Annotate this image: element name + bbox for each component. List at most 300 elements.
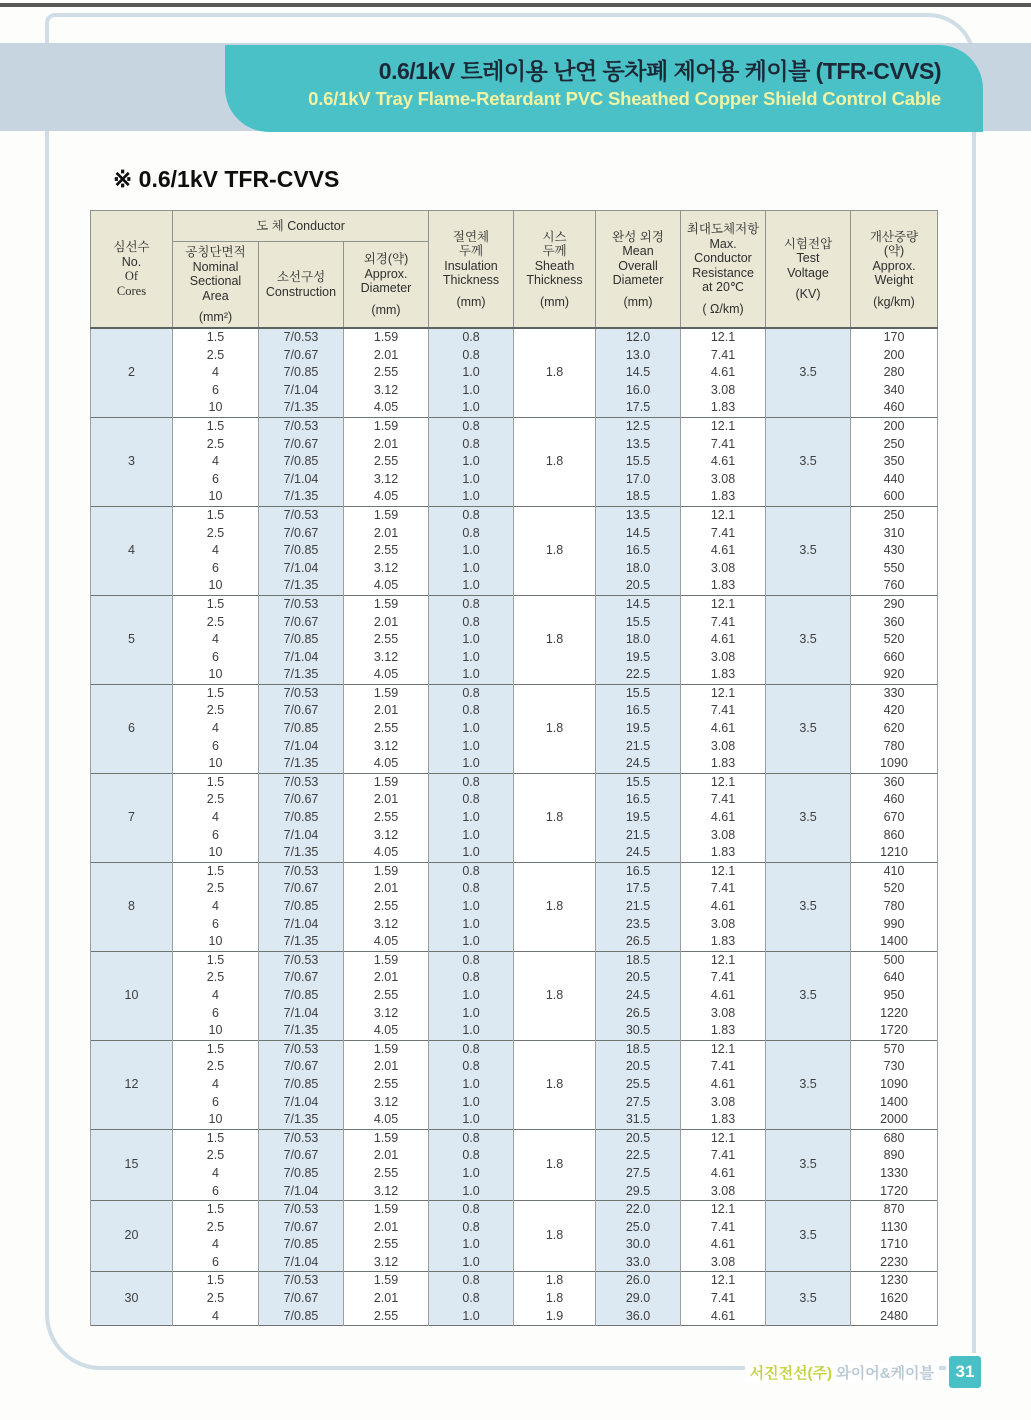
max-resistance-cell: 12.1 bbox=[681, 773, 766, 791]
construction-cell: 7/0.67 bbox=[259, 880, 344, 898]
max-resistance-cell: 4.61 bbox=[681, 364, 766, 382]
construction-cell: 7/0.85 bbox=[259, 1308, 344, 1326]
conductor-diameter-cell: 2.01 bbox=[344, 525, 429, 543]
max-resistance-cell: 12.1 bbox=[681, 862, 766, 880]
conductor-diameter-cell: 1.59 bbox=[344, 595, 429, 613]
conductor-diameter-cell: 4.05 bbox=[344, 933, 429, 951]
construction-cell: 7/0.85 bbox=[259, 364, 344, 382]
insulation-thickness-cell: 0.8 bbox=[429, 702, 514, 720]
insulation-thickness-cell: 1.0 bbox=[429, 987, 514, 1005]
spec-table bbox=[90, 210, 938, 1326]
approx-weight-cell: 360 bbox=[851, 773, 938, 791]
insulation-thickness-cell: 1.0 bbox=[429, 1165, 514, 1183]
construction-cell: 7/0.53 bbox=[259, 1040, 344, 1058]
overall-diameter-cell: 13.5 bbox=[596, 506, 681, 524]
max-resistance-cell: 12.1 bbox=[681, 417, 766, 435]
max-resistance-cell: 7.41 bbox=[681, 1219, 766, 1237]
max-resistance-cell: 3.08 bbox=[681, 1254, 766, 1272]
overall-diameter-cell: 15.5 bbox=[596, 684, 681, 702]
max-resistance-cell: 3.08 bbox=[681, 1005, 766, 1023]
overall-diameter-cell: 23.5 bbox=[596, 916, 681, 934]
construction-cell: 7/1.04 bbox=[259, 649, 344, 667]
sheath-thickness-cell: 1.8 bbox=[514, 328, 596, 417]
header-insulation-thickness: 절연체 두께 Insulation Thickness (mm) bbox=[429, 211, 514, 329]
nominal-area-cell: 6 bbox=[173, 1005, 259, 1023]
nominal-area-cell: 10 bbox=[173, 399, 259, 417]
table-row bbox=[91, 773, 938, 791]
header-conductor-diameter: 외경(약) Approx. Diameter (mm) bbox=[344, 242, 429, 329]
header-overall-diameter: 완성 외경 Mean Overall Diameter (mm) bbox=[596, 211, 681, 329]
page-number-badge: 31 bbox=[946, 1353, 984, 1391]
insulation-thickness-cell: 1.0 bbox=[429, 1022, 514, 1040]
approx-weight-cell: 2480 bbox=[851, 1308, 938, 1326]
insulation-thickness-cell: 0.8 bbox=[429, 1290, 514, 1308]
overall-diameter-cell: 26.5 bbox=[596, 933, 681, 951]
conductor-diameter-cell: 1.59 bbox=[344, 1040, 429, 1058]
conductor-diameter-cell: 4.05 bbox=[344, 1022, 429, 1040]
nominal-area-cell: 4 bbox=[173, 1308, 259, 1326]
max-resistance-cell: 7.41 bbox=[681, 1147, 766, 1165]
insulation-thickness-cell: 1.0 bbox=[429, 720, 514, 738]
nominal-area-cell: 2.5 bbox=[173, 525, 259, 543]
nominal-area-cell: 10 bbox=[173, 1111, 259, 1129]
nominal-area-cell: 2.5 bbox=[173, 614, 259, 632]
conductor-diameter-cell: 4.05 bbox=[344, 577, 429, 595]
test-voltage-cell: 3.5 bbox=[766, 1129, 851, 1200]
max-resistance-cell: 1.83 bbox=[681, 666, 766, 684]
nominal-area-cell: 2.5 bbox=[173, 791, 259, 809]
overall-diameter-cell: 20.5 bbox=[596, 1058, 681, 1076]
overall-diameter-cell: 26.0 bbox=[596, 1272, 681, 1290]
nominal-area-cell: 4 bbox=[173, 720, 259, 738]
construction-cell: 7/1.04 bbox=[259, 916, 344, 934]
construction-cell: 7/0.85 bbox=[259, 631, 344, 649]
footer-label bbox=[745, 1362, 939, 1383]
approx-weight-cell: 990 bbox=[851, 916, 938, 934]
approx-weight-cell: 360 bbox=[851, 614, 938, 632]
section-heading: ※ 0.6/1kV TFR-CVVS bbox=[113, 166, 340, 192]
header-sheath-thickness: 시스 두께 Sheath Thickness (mm) bbox=[514, 211, 596, 329]
nominal-area-cell: 1.5 bbox=[173, 1129, 259, 1147]
nominal-area-cell: 6 bbox=[173, 738, 259, 756]
construction-cell: 7/0.67 bbox=[259, 614, 344, 632]
insulation-thickness-cell: 0.8 bbox=[429, 951, 514, 969]
sheath-thickness-cell: 1.8 bbox=[514, 862, 596, 951]
construction-cell: 7/0.53 bbox=[259, 862, 344, 880]
overall-diameter-cell: 14.5 bbox=[596, 595, 681, 613]
conductor-diameter-cell: 3.12 bbox=[344, 916, 429, 934]
table-row bbox=[91, 951, 938, 969]
overall-diameter-cell: 22.5 bbox=[596, 666, 681, 684]
max-resistance-cell: 12.1 bbox=[681, 1272, 766, 1290]
nominal-area-cell: 4 bbox=[173, 1076, 259, 1094]
overall-diameter-cell: 13.5 bbox=[596, 436, 681, 454]
test-voltage-cell: 3.5 bbox=[766, 773, 851, 862]
conductor-diameter-cell: 2.01 bbox=[344, 969, 429, 987]
insulation-thickness-cell: 1.0 bbox=[429, 631, 514, 649]
max-resistance-cell: 12.1 bbox=[681, 506, 766, 524]
nominal-area-cell: 2.5 bbox=[173, 1290, 259, 1308]
cores-count-cell: 7 bbox=[91, 773, 173, 862]
overall-diameter-cell: 15.5 bbox=[596, 453, 681, 471]
max-resistance-cell: 3.08 bbox=[681, 916, 766, 934]
approx-weight-cell: 1220 bbox=[851, 1005, 938, 1023]
conductor-diameter-cell: 2.55 bbox=[344, 987, 429, 1005]
nominal-area-cell: 2.5 bbox=[173, 1147, 259, 1165]
construction-cell: 7/0.85 bbox=[259, 1076, 344, 1094]
approx-weight-cell: 340 bbox=[851, 382, 938, 400]
approx-weight-cell: 760 bbox=[851, 577, 938, 595]
overall-diameter-cell: 20.5 bbox=[596, 969, 681, 987]
conductor-diameter-cell: 2.55 bbox=[344, 364, 429, 382]
conductor-diameter-cell: 4.05 bbox=[344, 666, 429, 684]
max-resistance-cell: 4.61 bbox=[681, 1076, 766, 1094]
cores-count-cell: 20 bbox=[91, 1201, 173, 1272]
max-resistance-cell: 3.08 bbox=[681, 738, 766, 756]
construction-cell: 7/1.35 bbox=[259, 666, 344, 684]
overall-diameter-cell: 18.0 bbox=[596, 560, 681, 578]
insulation-thickness-cell: 0.8 bbox=[429, 436, 514, 454]
insulation-thickness-cell: 1.0 bbox=[429, 827, 514, 845]
max-resistance-cell: 4.61 bbox=[681, 542, 766, 560]
approx-weight-cell: 1330 bbox=[851, 1165, 938, 1183]
conductor-diameter-cell: 2.55 bbox=[344, 453, 429, 471]
approx-weight-cell: 730 bbox=[851, 1058, 938, 1076]
construction-cell: 7/0.53 bbox=[259, 773, 344, 791]
construction-cell: 7/0.85 bbox=[259, 1236, 344, 1254]
insulation-thickness-cell: 0.8 bbox=[429, 773, 514, 791]
overall-diameter-cell: 19.5 bbox=[596, 809, 681, 827]
overall-diameter-cell: 15.5 bbox=[596, 614, 681, 632]
approx-weight-cell: 1710 bbox=[851, 1236, 938, 1254]
nominal-area-cell: 2.5 bbox=[173, 347, 259, 365]
insulation-thickness-cell: 0.8 bbox=[429, 880, 514, 898]
table-row bbox=[91, 595, 938, 613]
conductor-diameter-cell: 3.12 bbox=[344, 738, 429, 756]
overall-diameter-cell: 12.0 bbox=[596, 328, 681, 347]
cores-count-cell: 6 bbox=[91, 684, 173, 773]
insulation-thickness-cell: 1.0 bbox=[429, 1076, 514, 1094]
test-voltage-cell: 3.5 bbox=[766, 684, 851, 773]
construction-cell: 7/0.67 bbox=[259, 436, 344, 454]
conductor-diameter-cell: 4.05 bbox=[344, 755, 429, 773]
construction-cell: 7/1.35 bbox=[259, 577, 344, 595]
construction-cell: 7/1.35 bbox=[259, 933, 344, 951]
insulation-thickness-cell: 1.0 bbox=[429, 542, 514, 560]
overall-diameter-cell: 14.5 bbox=[596, 525, 681, 543]
nominal-area-cell: 1.5 bbox=[173, 1040, 259, 1058]
approx-weight-cell: 500 bbox=[851, 951, 938, 969]
insulation-thickness-cell: 0.8 bbox=[429, 1147, 514, 1165]
overall-diameter-cell: 20.5 bbox=[596, 1129, 681, 1147]
overall-diameter-cell: 17.0 bbox=[596, 471, 681, 489]
conductor-diameter-cell: 1.59 bbox=[344, 1129, 429, 1147]
nominal-area-cell: 1.5 bbox=[173, 862, 259, 880]
nominal-area-cell: 6 bbox=[173, 560, 259, 578]
conductor-diameter-cell: 2.55 bbox=[344, 1165, 429, 1183]
conductor-diameter-cell: 1.59 bbox=[344, 684, 429, 702]
insulation-thickness-cell: 0.8 bbox=[429, 506, 514, 524]
overall-diameter-cell: 21.5 bbox=[596, 738, 681, 756]
conductor-diameter-cell: 2.01 bbox=[344, 614, 429, 632]
nominal-area-cell: 4 bbox=[173, 987, 259, 1005]
sheath-thickness-cell: 1.8 bbox=[514, 506, 596, 595]
conductor-diameter-cell: 2.01 bbox=[344, 1058, 429, 1076]
test-voltage-cell: 3.5 bbox=[766, 506, 851, 595]
nominal-area-cell: 10 bbox=[173, 488, 259, 506]
construction-cell: 7/0.85 bbox=[259, 987, 344, 1005]
overall-diameter-cell: 18.5 bbox=[596, 488, 681, 506]
sheath-thickness-cell: 1.8 bbox=[514, 1290, 596, 1308]
max-resistance-cell: 4.61 bbox=[681, 631, 766, 649]
insulation-thickness-cell: 0.8 bbox=[429, 684, 514, 702]
nominal-area-cell: 6 bbox=[173, 916, 259, 934]
top-rule bbox=[0, 3, 1031, 7]
nominal-area-cell: 6 bbox=[173, 1183, 259, 1201]
overall-diameter-cell: 12.5 bbox=[596, 417, 681, 435]
overall-diameter-cell: 16.5 bbox=[596, 702, 681, 720]
approx-weight-cell: 950 bbox=[851, 987, 938, 1005]
nominal-area-cell: 1.5 bbox=[173, 684, 259, 702]
cores-count-cell: 15 bbox=[91, 1129, 173, 1200]
overall-diameter-cell: 19.5 bbox=[596, 720, 681, 738]
test-voltage-cell: 3.5 bbox=[766, 1272, 851, 1326]
nominal-area-cell: 4 bbox=[173, 809, 259, 827]
insulation-thickness-cell: 1.0 bbox=[429, 399, 514, 417]
insulation-thickness-cell: 1.0 bbox=[429, 649, 514, 667]
construction-cell: 7/0.53 bbox=[259, 506, 344, 524]
insulation-thickness-cell: 1.0 bbox=[429, 916, 514, 934]
construction-cell: 7/0.85 bbox=[259, 898, 344, 916]
approx-weight-cell: 680 bbox=[851, 1129, 938, 1147]
conductor-diameter-cell: 2.55 bbox=[344, 542, 429, 560]
insulation-thickness-cell: 0.8 bbox=[429, 791, 514, 809]
approx-weight-cell: 890 bbox=[851, 1147, 938, 1165]
conductor-diameter-cell: 4.05 bbox=[344, 399, 429, 417]
max-resistance-cell: 3.08 bbox=[681, 1094, 766, 1112]
overall-diameter-cell: 18.0 bbox=[596, 631, 681, 649]
max-resistance-cell: 4.61 bbox=[681, 898, 766, 916]
approx-weight-cell: 1090 bbox=[851, 755, 938, 773]
max-resistance-cell: 4.61 bbox=[681, 453, 766, 471]
insulation-thickness-cell: 1.0 bbox=[429, 577, 514, 595]
approx-weight-cell: 170 bbox=[851, 328, 938, 347]
construction-cell: 7/0.67 bbox=[259, 1147, 344, 1165]
test-voltage-cell: 3.5 bbox=[766, 862, 851, 951]
max-resistance-cell: 7.41 bbox=[681, 436, 766, 454]
construction-cell: 7/1.35 bbox=[259, 488, 344, 506]
conductor-diameter-cell: 3.12 bbox=[344, 827, 429, 845]
max-resistance-cell: 1.83 bbox=[681, 844, 766, 862]
max-resistance-cell: 1.83 bbox=[681, 1022, 766, 1040]
approx-weight-cell: 1620 bbox=[851, 1290, 938, 1308]
footer-company-name: 서진전선(주) bbox=[749, 1365, 833, 1382]
max-resistance-cell: 4.61 bbox=[681, 809, 766, 827]
max-resistance-cell: 7.41 bbox=[681, 525, 766, 543]
insulation-thickness-cell: 0.8 bbox=[429, 1129, 514, 1147]
max-resistance-cell: 3.08 bbox=[681, 382, 766, 400]
sheath-thickness-cell: 1.8 bbox=[514, 773, 596, 862]
header-nominal-area: 공칭단면적 Nominal Sectional Area (mm²) bbox=[173, 242, 259, 329]
test-voltage-cell: 3.5 bbox=[766, 1201, 851, 1272]
table-row bbox=[91, 862, 938, 880]
approx-weight-cell: 200 bbox=[851, 417, 938, 435]
insulation-thickness-cell: 0.8 bbox=[429, 328, 514, 347]
insulation-thickness-cell: 1.0 bbox=[429, 382, 514, 400]
sheath-thickness-cell: 1.8 bbox=[514, 1129, 596, 1200]
header-test-voltage: 시험전압 Test Voltage (KV) bbox=[766, 211, 851, 329]
overall-diameter-cell: 26.5 bbox=[596, 1005, 681, 1023]
approx-weight-cell: 280 bbox=[851, 364, 938, 382]
nominal-area-cell: 10 bbox=[173, 755, 259, 773]
construction-cell: 7/0.85 bbox=[259, 1165, 344, 1183]
max-resistance-cell: 4.61 bbox=[681, 720, 766, 738]
approx-weight-cell: 350 bbox=[851, 453, 938, 471]
max-resistance-cell: 12.1 bbox=[681, 1040, 766, 1058]
approx-weight-cell: 250 bbox=[851, 436, 938, 454]
header-cores: 심선수 No. Of Cores bbox=[91, 211, 173, 329]
approx-weight-cell: 200 bbox=[851, 347, 938, 365]
max-resistance-cell: 1.83 bbox=[681, 577, 766, 595]
approx-weight-cell: 310 bbox=[851, 525, 938, 543]
nominal-area-cell: 2.5 bbox=[173, 702, 259, 720]
conductor-diameter-cell: 3.12 bbox=[344, 1094, 429, 1112]
approx-weight-cell: 330 bbox=[851, 684, 938, 702]
construction-cell: 7/0.85 bbox=[259, 720, 344, 738]
insulation-thickness-cell: 0.8 bbox=[429, 1201, 514, 1219]
sheath-thickness-cell: 1.9 bbox=[514, 1308, 596, 1326]
approx-weight-cell: 1210 bbox=[851, 844, 938, 862]
overall-diameter-cell: 24.5 bbox=[596, 844, 681, 862]
max-resistance-cell: 1.83 bbox=[681, 1111, 766, 1129]
max-resistance-cell: 4.61 bbox=[681, 1236, 766, 1254]
nominal-area-cell: 1.5 bbox=[173, 951, 259, 969]
max-resistance-cell: 7.41 bbox=[681, 1290, 766, 1308]
insulation-thickness-cell: 1.0 bbox=[429, 1094, 514, 1112]
header-conductor-group: 도 체 Conductor bbox=[173, 211, 429, 242]
cores-count-cell: 12 bbox=[91, 1040, 173, 1129]
table-row bbox=[91, 328, 938, 347]
sheath-thickness-cell: 1.8 bbox=[514, 595, 596, 684]
construction-cell: 7/0.67 bbox=[259, 1058, 344, 1076]
conductor-diameter-cell: 2.55 bbox=[344, 1308, 429, 1326]
conductor-diameter-cell: 1.59 bbox=[344, 862, 429, 880]
insulation-thickness-cell: 0.8 bbox=[429, 862, 514, 880]
test-voltage-cell: 3.5 bbox=[766, 417, 851, 506]
insulation-thickness-cell: 1.0 bbox=[429, 898, 514, 916]
approx-weight-cell: 870 bbox=[851, 1201, 938, 1219]
construction-cell: 7/0.53 bbox=[259, 595, 344, 613]
overall-diameter-cell: 20.5 bbox=[596, 577, 681, 595]
construction-cell: 7/0.67 bbox=[259, 702, 344, 720]
nominal-area-cell: 4 bbox=[173, 453, 259, 471]
construction-cell: 7/0.67 bbox=[259, 1290, 344, 1308]
approx-weight-cell: 1230 bbox=[851, 1272, 938, 1290]
insulation-thickness-cell: 1.0 bbox=[429, 1183, 514, 1201]
header-max-resistance: 최대도체저항 Max. Conductor Resistance at 20℃ ( Ω/km) bbox=[681, 211, 766, 329]
construction-cell: 7/1.35 bbox=[259, 844, 344, 862]
conductor-diameter-cell: 3.12 bbox=[344, 1254, 429, 1272]
construction-cell: 7/1.04 bbox=[259, 738, 344, 756]
approx-weight-cell: 570 bbox=[851, 1040, 938, 1058]
insulation-thickness-cell: 0.8 bbox=[429, 614, 514, 632]
nominal-area-cell: 6 bbox=[173, 471, 259, 489]
conductor-diameter-cell: 2.55 bbox=[344, 720, 429, 738]
construction-cell: 7/0.53 bbox=[259, 1129, 344, 1147]
conductor-diameter-cell: 2.55 bbox=[344, 898, 429, 916]
cores-count-cell: 8 bbox=[91, 862, 173, 951]
test-voltage-cell: 3.5 bbox=[766, 595, 851, 684]
conductor-diameter-cell: 4.05 bbox=[344, 844, 429, 862]
conductor-diameter-cell: 2.01 bbox=[344, 1290, 429, 1308]
insulation-thickness-cell: 1.0 bbox=[429, 844, 514, 862]
approx-weight-cell: 430 bbox=[851, 542, 938, 560]
approx-weight-cell: 520 bbox=[851, 631, 938, 649]
table-row bbox=[91, 1272, 938, 1290]
approx-weight-cell: 780 bbox=[851, 898, 938, 916]
overall-diameter-cell: 25.0 bbox=[596, 1219, 681, 1237]
nominal-area-cell: 4 bbox=[173, 898, 259, 916]
insulation-thickness-cell: 1.0 bbox=[429, 1308, 514, 1326]
approx-weight-cell: 640 bbox=[851, 969, 938, 987]
max-resistance-cell: 4.61 bbox=[681, 1308, 766, 1326]
max-resistance-cell: 1.83 bbox=[681, 755, 766, 773]
sheath-thickness-cell: 1.8 bbox=[514, 684, 596, 773]
table-row bbox=[91, 1201, 938, 1219]
insulation-thickness-cell: 1.0 bbox=[429, 933, 514, 951]
nominal-area-cell: 4 bbox=[173, 1236, 259, 1254]
nominal-area-cell: 1.5 bbox=[173, 1201, 259, 1219]
insulation-thickness-cell: 1.0 bbox=[429, 560, 514, 578]
conductor-diameter-cell: 4.05 bbox=[344, 1111, 429, 1129]
approx-weight-cell: 660 bbox=[851, 649, 938, 667]
conductor-diameter-cell: 1.59 bbox=[344, 951, 429, 969]
header-row-1 bbox=[91, 211, 938, 242]
overall-diameter-cell: 31.5 bbox=[596, 1111, 681, 1129]
header-banner bbox=[225, 45, 983, 132]
conductor-diameter-cell: 3.12 bbox=[344, 382, 429, 400]
construction-cell: 7/1.04 bbox=[259, 1254, 344, 1272]
approx-weight-cell: 1400 bbox=[851, 1094, 938, 1112]
overall-diameter-cell: 16.5 bbox=[596, 791, 681, 809]
nominal-area-cell: 6 bbox=[173, 649, 259, 667]
conductor-diameter-cell: 2.55 bbox=[344, 631, 429, 649]
max-resistance-cell: 7.41 bbox=[681, 614, 766, 632]
insulation-thickness-cell: 1.0 bbox=[429, 471, 514, 489]
insulation-thickness-cell: 0.8 bbox=[429, 595, 514, 613]
insulation-thickness-cell: 1.0 bbox=[429, 755, 514, 773]
nominal-area-cell: 2.5 bbox=[173, 436, 259, 454]
conductor-diameter-cell: 2.01 bbox=[344, 436, 429, 454]
sheath-thickness-cell: 1.8 bbox=[514, 1272, 596, 1290]
max-resistance-cell: 3.08 bbox=[681, 471, 766, 489]
nominal-area-cell: 1.5 bbox=[173, 328, 259, 347]
max-resistance-cell: 12.1 bbox=[681, 684, 766, 702]
construction-cell: 7/0.67 bbox=[259, 1219, 344, 1237]
insulation-thickness-cell: 1.0 bbox=[429, 1254, 514, 1272]
overall-diameter-cell: 16.5 bbox=[596, 862, 681, 880]
overall-diameter-cell: 13.0 bbox=[596, 347, 681, 365]
conductor-diameter-cell: 2.55 bbox=[344, 1076, 429, 1094]
max-resistance-cell: 4.61 bbox=[681, 1165, 766, 1183]
overall-diameter-cell: 19.5 bbox=[596, 649, 681, 667]
approx-weight-cell: 1400 bbox=[851, 933, 938, 951]
insulation-thickness-cell: 0.8 bbox=[429, 969, 514, 987]
insulation-thickness-cell: 1.0 bbox=[429, 453, 514, 471]
nominal-area-cell: 2.5 bbox=[173, 880, 259, 898]
construction-cell: 7/0.67 bbox=[259, 525, 344, 543]
sheath-thickness-cell: 1.8 bbox=[514, 1201, 596, 1272]
